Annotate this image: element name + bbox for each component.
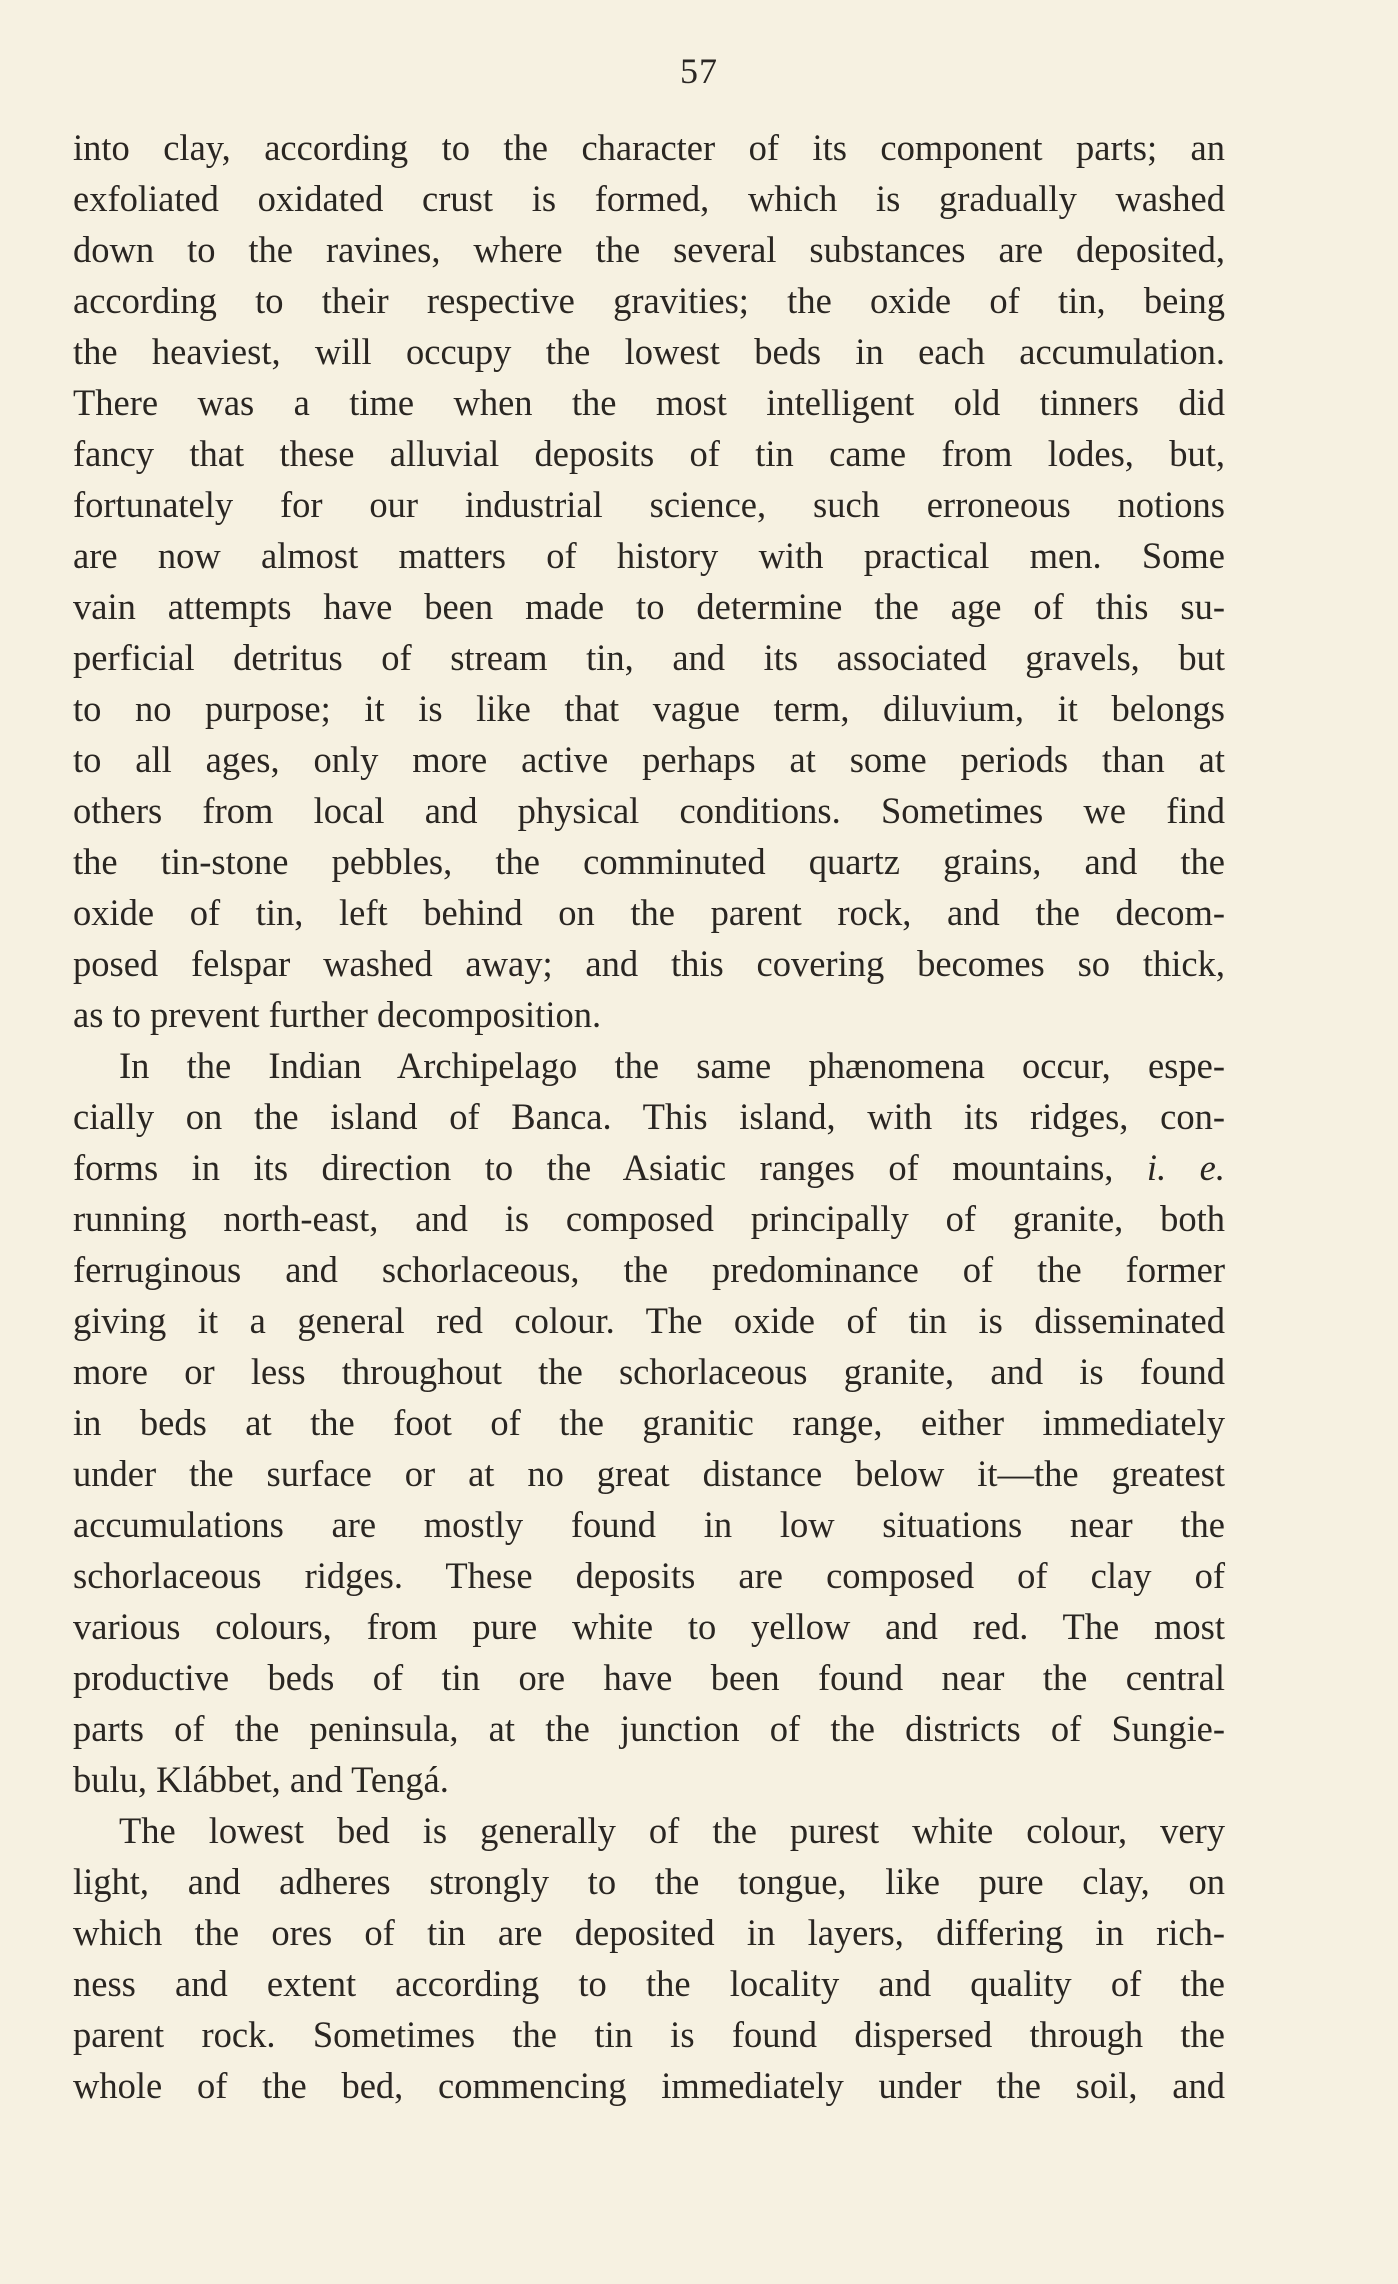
text-line: posed felspar washed away; and this covering becomes so thick,	[73, 943, 1225, 984]
text-line: are now almost matters of history with practical men. Some	[73, 535, 1225, 576]
text-line: to no purpose; it is like that vague term, diluvium, it belongs	[73, 688, 1225, 729]
text-line: cially on the island of Banca. This island, with its ridges, con-	[73, 1096, 1225, 1137]
text-line: under the surface or at no great distance below it—the greatest	[73, 1453, 1225, 1494]
text-line: giving it a general red colour. The oxide of tin is disseminated	[73, 1300, 1225, 1341]
body-text	[73, 122, 1225, 2111]
text-line: schorlaceous ridges. These deposits are composed of clay of	[73, 1555, 1225, 1596]
text-line: to all ages, only more active perhaps at some periods than at	[73, 739, 1225, 780]
text-line: others from local and physical conditions. Sometimes we find	[73, 790, 1225, 831]
text-line: forms in its direction to the Asiatic ranges of mountains, i. e.	[73, 1147, 1226, 1188]
text-line: perficial detritus of stream tin, and its associated gravels, but	[73, 637, 1225, 678]
text-line: various colours, from pure white to yellow and red. The most	[73, 1606, 1225, 1647]
text-line: vain attempts have been made to determine the age of this su-	[73, 586, 1225, 627]
text-line: according to their respective gravities; the oxide of tin, being	[73, 280, 1225, 321]
text-line: fancy that these alluvial deposits of tin came from lodes, but,	[73, 433, 1225, 474]
text-line: light, and adheres strongly to the tongue, like pure clay, on	[73, 1861, 1225, 1902]
text-line: down to the ravines, where the several substances are deposited,	[73, 229, 1225, 270]
text-line: which the ores of tin are deposited in layers, differing in rich-	[73, 1912, 1225, 1953]
text-line: ferruginous and schorlaceous, the predominance of the former	[73, 1249, 1225, 1290]
text-line: more or less throughout the schorlaceous granite, and is found	[73, 1351, 1225, 1392]
text-line: In the Indian Archipelago the same phænomena occur, espe-	[119, 1045, 1225, 1086]
text-line: into clay, according to the character of its component parts; an	[73, 127, 1225, 168]
text-line: accumulations are mostly found in low situations near the	[73, 1504, 1225, 1545]
text-line: oxide of tin, left behind on the parent rock, and the decom-	[73, 892, 1225, 933]
text-line: the tin-stone pebbles, the comminuted quartz grains, and the	[73, 841, 1225, 882]
text-line: whole of the bed, commencing immediately under the soil, and	[73, 2065, 1225, 2106]
page-number: 57	[680, 51, 718, 91]
text-line: ness and extent according to the locality and quality of the	[73, 1963, 1225, 2004]
text-line: fortunately for our industrial science, such erroneous notions	[73, 484, 1225, 525]
text-line: in beds at the foot of the granitic range, either immediately	[73, 1402, 1225, 1443]
text-line: parent rock. Sometimes the tin is found dispersed through the	[73, 2014, 1225, 2055]
text-line: There was a time when the most intelligent old tinners did	[73, 382, 1225, 423]
text-line: parts of the peninsula, at the junction of the districts of Sungie-	[73, 1708, 1225, 1749]
text-line: the heaviest, will occupy the lowest beds in each accumulation.	[73, 331, 1225, 372]
text-line: as to prevent further decomposition.	[73, 994, 602, 1035]
text-line: bulu, Klábbet, and Tengá.	[73, 1759, 449, 1800]
text-line: exfoliated oxidated crust is formed, which is gradually washed	[73, 178, 1225, 219]
italic-abbreviation: i. e.	[1146, 1147, 1226, 1188]
text-line: productive beds of tin ore have been found near the central	[73, 1657, 1225, 1698]
text-line: The lowest bed is generally of the purest white colour, very	[119, 1810, 1225, 1851]
text-line: running north-east, and is composed principally of granite, both	[73, 1198, 1225, 1239]
